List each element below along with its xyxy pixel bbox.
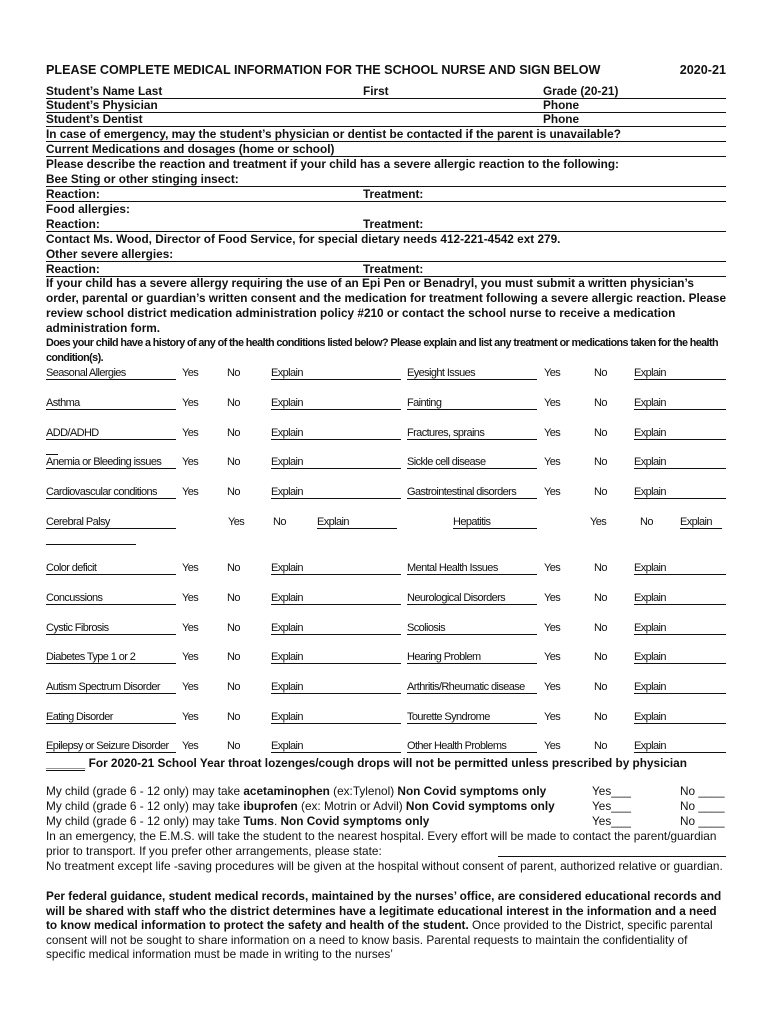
no-option[interactable]: No bbox=[227, 367, 240, 379]
explain-field[interactable]: Explain bbox=[634, 427, 726, 440]
no-option[interactable]: No bbox=[594, 486, 607, 498]
condition-label-right: Gastrointestinal disorders bbox=[407, 486, 537, 499]
medication-permission-row bbox=[46, 799, 728, 814]
add-adhd-extra-line[interactable] bbox=[46, 454, 58, 455]
bee-reaction-row[interactable] bbox=[46, 187, 726, 202]
no-option[interactable]: No bbox=[594, 711, 607, 723]
reaction-label: Reaction: bbox=[46, 187, 100, 201]
yes-option[interactable]: Yes bbox=[544, 740, 561, 752]
explain-field[interactable]: Explain bbox=[634, 651, 726, 664]
yes-option[interactable]: Yes bbox=[182, 427, 199, 439]
medication-permission-row bbox=[46, 814, 728, 829]
explain-field[interactable]: Explain bbox=[271, 486, 401, 499]
condition-label-left: Eating Disorder bbox=[46, 711, 176, 724]
no-option[interactable]: No bbox=[227, 562, 240, 574]
med-intro-text: My child (grade 6 - 12 only) may take bbox=[46, 814, 244, 828]
condition-label-right: Other Health Problems bbox=[407, 740, 537, 753]
reaction-label: Reaction: bbox=[46, 262, 100, 276]
no-option[interactable]: No bbox=[640, 516, 653, 528]
yes-option[interactable]: Yes bbox=[544, 711, 561, 723]
no-option[interactable]: No bbox=[227, 456, 240, 468]
covid-condition: Non Covid symptoms only bbox=[405, 799, 555, 813]
no-option[interactable]: No bbox=[594, 367, 607, 379]
yes-option[interactable]: Yes bbox=[182, 711, 199, 723]
condition-label-right: Hepatitis bbox=[453, 516, 537, 529]
yes-option[interactable]: Yes bbox=[544, 651, 561, 663]
covid-condition: Non Covid symptoms only bbox=[280, 814, 430, 828]
other-reaction-row[interactable] bbox=[46, 262, 726, 277]
yes-option[interactable]: Yes bbox=[544, 456, 561, 468]
explain-field[interactable]: Explain bbox=[634, 681, 726, 694]
no-option[interactable]: No bbox=[227, 622, 240, 634]
no-option[interactable]: No bbox=[227, 427, 240, 439]
reaction-label: Reaction: bbox=[46, 217, 100, 231]
condition-label-left: Diabetes Type 1 or 2 bbox=[46, 651, 176, 664]
form-title bbox=[46, 63, 726, 77]
first-name-label: First bbox=[363, 84, 389, 98]
lozenges-text: For 2020-21 School Year throat lozenges/cough drops will not be permitted unless prescribed by physician bbox=[85, 756, 687, 770]
permission-no[interactable]: No ____ bbox=[680, 784, 725, 798]
physician-phone-label: Phone bbox=[543, 98, 580, 112]
emergency-contact-question[interactable]: In case of emergency, may the student’s physician or dentist be contacted if the parent is unavailable? bbox=[46, 127, 726, 142]
permission-yes[interactable]: Yes___ bbox=[592, 799, 631, 813]
explain-field[interactable]: Explain bbox=[634, 486, 726, 499]
bee-sting-field[interactable]: Bee Sting or other stinging insect: bbox=[46, 172, 726, 187]
condition-label-left: Asthma bbox=[46, 397, 176, 410]
explain-field[interactable]: Explain bbox=[634, 397, 726, 410]
dentist-phone-label: Phone bbox=[543, 112, 580, 126]
yes-option[interactable]: Yes bbox=[544, 592, 561, 604]
explain-field[interactable]: Explain bbox=[271, 397, 401, 410]
condition-label-left: Cystic Fibrosis bbox=[46, 622, 176, 635]
no-option[interactable]: No bbox=[227, 397, 240, 409]
yes-option[interactable]: Yes bbox=[182, 592, 199, 604]
explain-field[interactable]: Explain bbox=[271, 681, 401, 694]
dentist-row[interactable] bbox=[46, 112, 726, 127]
treatment-label: Treatment: bbox=[363, 262, 424, 276]
condition-label-right: Neurological Disorders bbox=[407, 592, 537, 605]
explain-field[interactable]: Explain bbox=[634, 367, 726, 380]
no-option[interactable]: No bbox=[594, 622, 607, 634]
covid-condition: Non Covid symptoms only bbox=[397, 784, 547, 798]
lozenges-blank[interactable]: ______ bbox=[46, 756, 86, 770]
condition-label-right: Mental Health Issues bbox=[407, 562, 537, 575]
yes-option[interactable]: Yes bbox=[182, 562, 199, 574]
yes-option[interactable]: Yes bbox=[590, 516, 607, 528]
explain-field[interactable]: Explain bbox=[271, 456, 401, 469]
federal-guidance bbox=[46, 889, 728, 962]
no-option[interactable]: No bbox=[227, 711, 240, 723]
yes-option[interactable]: Yes bbox=[182, 367, 199, 379]
condition-label-right: Fainting bbox=[407, 397, 537, 410]
no-option[interactable]: No bbox=[594, 651, 607, 663]
food-reaction-row[interactable] bbox=[46, 217, 726, 232]
health-history-question: Does your child have a history of any of the health conditions listed below? Please explain and list any treatment or medications taken for the health condition(s). bbox=[46, 337, 718, 364]
explain-field[interactable]: Explain bbox=[634, 592, 726, 605]
ems-text: In an emergency, the E.M.S. will take the student to the nearest hospital. Every effort will be made to contact the parent/guardian prior to transport. If you prefer other arrangements, please state: bbox=[46, 829, 717, 858]
med-intro-text: My child (grade 6 - 12 only) may take bbox=[46, 784, 244, 798]
treatment-consent-notice: No treatment except life -saving procedures will be given at the hospital without consent of parent, authorized relative or guardian. bbox=[46, 859, 723, 873]
yes-option[interactable]: Yes bbox=[544, 427, 561, 439]
explain-field[interactable]: Explain bbox=[271, 740, 401, 753]
no-option[interactable]: No bbox=[227, 681, 240, 693]
medication-example: . bbox=[273, 814, 281, 828]
yes-option[interactable]: Yes bbox=[544, 622, 561, 634]
no-option[interactable]: No bbox=[227, 592, 240, 604]
ems-arrangements-field[interactable] bbox=[498, 856, 726, 857]
grade-label: Grade (20-21) bbox=[543, 84, 619, 98]
condition-label-left: Cerebral Palsy bbox=[46, 516, 176, 529]
condition-label-left: Epilepsy or Seizure Disorder bbox=[46, 740, 176, 753]
no-option[interactable]: No bbox=[594, 456, 607, 468]
explain-field[interactable]: Explain bbox=[680, 516, 722, 529]
physician-row[interactable] bbox=[46, 98, 726, 113]
no-option[interactable]: No bbox=[594, 562, 607, 574]
condition-label-right: Arthritis/Rheumatic disease bbox=[407, 681, 537, 694]
no-option[interactable]: No bbox=[594, 681, 607, 693]
student-name-row[interactable] bbox=[46, 84, 726, 99]
yes-option[interactable]: Yes bbox=[182, 456, 199, 468]
school-year: 2020-21 bbox=[679, 63, 726, 77]
medication-example: (ex:Tylenol) bbox=[329, 784, 398, 798]
medication-name: ibuprofen bbox=[243, 799, 298, 813]
no-option[interactable]: No bbox=[594, 740, 607, 752]
federal-guidance-bold: Per federal guidance, student medical records, maintained by the nurses’ office, are considered educational records and will be shared with staff who the district determines have a legitimate educational interest in the information and a need to know medical information to protect the safety and health of the student. bbox=[46, 889, 722, 932]
physician-label: Student’s Physician bbox=[46, 98, 158, 112]
condition-label-right: Hearing Problem bbox=[407, 651, 537, 664]
food-allergies-label: Food allergies: bbox=[46, 202, 130, 216]
no-option[interactable]: No bbox=[594, 427, 607, 439]
condition-label-left: ADD/ADHD bbox=[46, 427, 176, 440]
yes-option[interactable]: Yes bbox=[544, 681, 561, 693]
yes-option[interactable]: Yes bbox=[544, 562, 561, 574]
explain-field[interactable]: Explain bbox=[271, 622, 401, 635]
no-option[interactable]: No bbox=[227, 486, 240, 498]
federal-guidance-rest: Once provided to the District, specific parental consent will not be sought to share information on a need to know basis. Parental requests to maintain the confidentiality of specific medical information must be made in writing to the nurses’ bbox=[46, 918, 713, 961]
permission-yes[interactable]: Yes___ bbox=[592, 814, 631, 828]
yes-option[interactable]: Yes bbox=[182, 651, 199, 663]
ems-notice bbox=[46, 829, 728, 859]
no-option[interactable]: No bbox=[594, 592, 607, 604]
form-title-text: PLEASE COMPLETE MEDICAL INFORMATION FOR THE SCHOOL NURSE AND SIGN BELOW bbox=[46, 63, 601, 77]
epipen-instructions: If your child has a severe allergy requiring the use of an Epi Pen or Benadryl, you must submit a written physician’s order, parental or guardian’s written consent and the medication for treatment following a severe allergic reaction. Please review school district medication administration policy #210 or contact the school nurse to receive a medication administration form. bbox=[46, 276, 727, 335]
no-option[interactable]: No bbox=[227, 651, 240, 663]
dentist-label: Student’s Dentist bbox=[46, 112, 143, 126]
permission-no[interactable]: No ____ bbox=[680, 814, 725, 828]
explain-field[interactable]: Explain bbox=[271, 427, 401, 440]
treatment-label: Treatment: bbox=[363, 187, 424, 201]
condition-label-left: Seasonal Allergies bbox=[46, 367, 176, 380]
condition-label-left: Cardiovascular conditions bbox=[46, 486, 176, 499]
medication-example: (ex: Motrin or Advil) bbox=[297, 799, 406, 813]
explain-field[interactable]: Explain bbox=[634, 711, 726, 724]
explain-field[interactable]: Explain bbox=[271, 651, 401, 664]
yes-option[interactable]: Yes bbox=[182, 622, 199, 634]
condition-label-right: Sickle cell disease bbox=[407, 456, 537, 469]
yes-option[interactable]: Yes bbox=[182, 681, 199, 693]
medication-name: acetaminophen bbox=[243, 784, 330, 798]
no-option[interactable]: No bbox=[594, 397, 607, 409]
explain-field[interactable]: Explain bbox=[317, 516, 397, 529]
condition-label-right: Fractures, sprains bbox=[407, 427, 537, 440]
permission-yes[interactable]: Yes___ bbox=[592, 784, 631, 798]
medications-field[interactable]: Current Medications and dosages (home or school) bbox=[46, 142, 726, 157]
explain-field[interactable]: Explain bbox=[634, 740, 726, 753]
lozenges-notice bbox=[46, 756, 728, 771]
yes-option[interactable]: Yes bbox=[182, 397, 199, 409]
yes-option[interactable]: Yes bbox=[544, 486, 561, 498]
cerebral-palsy-extra-line[interactable] bbox=[46, 544, 136, 545]
yes-option[interactable]: Yes bbox=[182, 740, 199, 752]
condition-label-right: Scoliosis bbox=[407, 622, 537, 635]
no-option[interactable]: No bbox=[227, 740, 240, 752]
explain-field[interactable]: Explain bbox=[634, 562, 726, 575]
explain-field[interactable]: Explain bbox=[271, 367, 401, 380]
yes-option[interactable]: Yes bbox=[544, 397, 561, 409]
med-intro-text: My child (grade 6 - 12 only) may take bbox=[46, 799, 244, 813]
explain-field[interactable]: Explain bbox=[271, 562, 401, 575]
allergy-intro: Please describe the reaction and treatment if your child has a severe allergic reaction to the following: bbox=[46, 157, 619, 171]
condition-label-right: Eyesight Issues bbox=[407, 367, 537, 380]
student-name-label: Student’s Name Last bbox=[46, 84, 163, 98]
condition-label-right: Tourette Syndrome bbox=[407, 711, 537, 724]
no-option[interactable]: No bbox=[273, 516, 286, 528]
condition-label-left: Autism Spectrum Disorder bbox=[46, 681, 176, 694]
explain-field[interactable]: Explain bbox=[271, 711, 401, 724]
explain-field[interactable]: Explain bbox=[634, 622, 726, 635]
yes-option[interactable]: Yes bbox=[182, 486, 199, 498]
explain-field[interactable]: Explain bbox=[634, 456, 726, 469]
explain-field[interactable]: Explain bbox=[271, 592, 401, 605]
condition-label-left: Anemia or Bleeding issues bbox=[46, 456, 176, 469]
permission-no[interactable]: No ____ bbox=[680, 799, 725, 813]
other-allergies-field[interactable]: Other severe allergies: bbox=[46, 247, 726, 262]
treatment-label: Treatment: bbox=[363, 217, 424, 231]
condition-label-left: Concussions bbox=[46, 592, 176, 605]
medication-permission-row bbox=[46, 784, 728, 799]
condition-label-left: Color deficit bbox=[46, 562, 176, 575]
food-service-contact: Contact Ms. Wood, Director of Food Service, for special dietary needs 412-221-4542 ext 279. bbox=[46, 232, 561, 246]
yes-option[interactable]: Yes bbox=[228, 516, 245, 528]
medication-name: Tums bbox=[243, 814, 274, 828]
yes-option[interactable]: Yes bbox=[544, 367, 561, 379]
